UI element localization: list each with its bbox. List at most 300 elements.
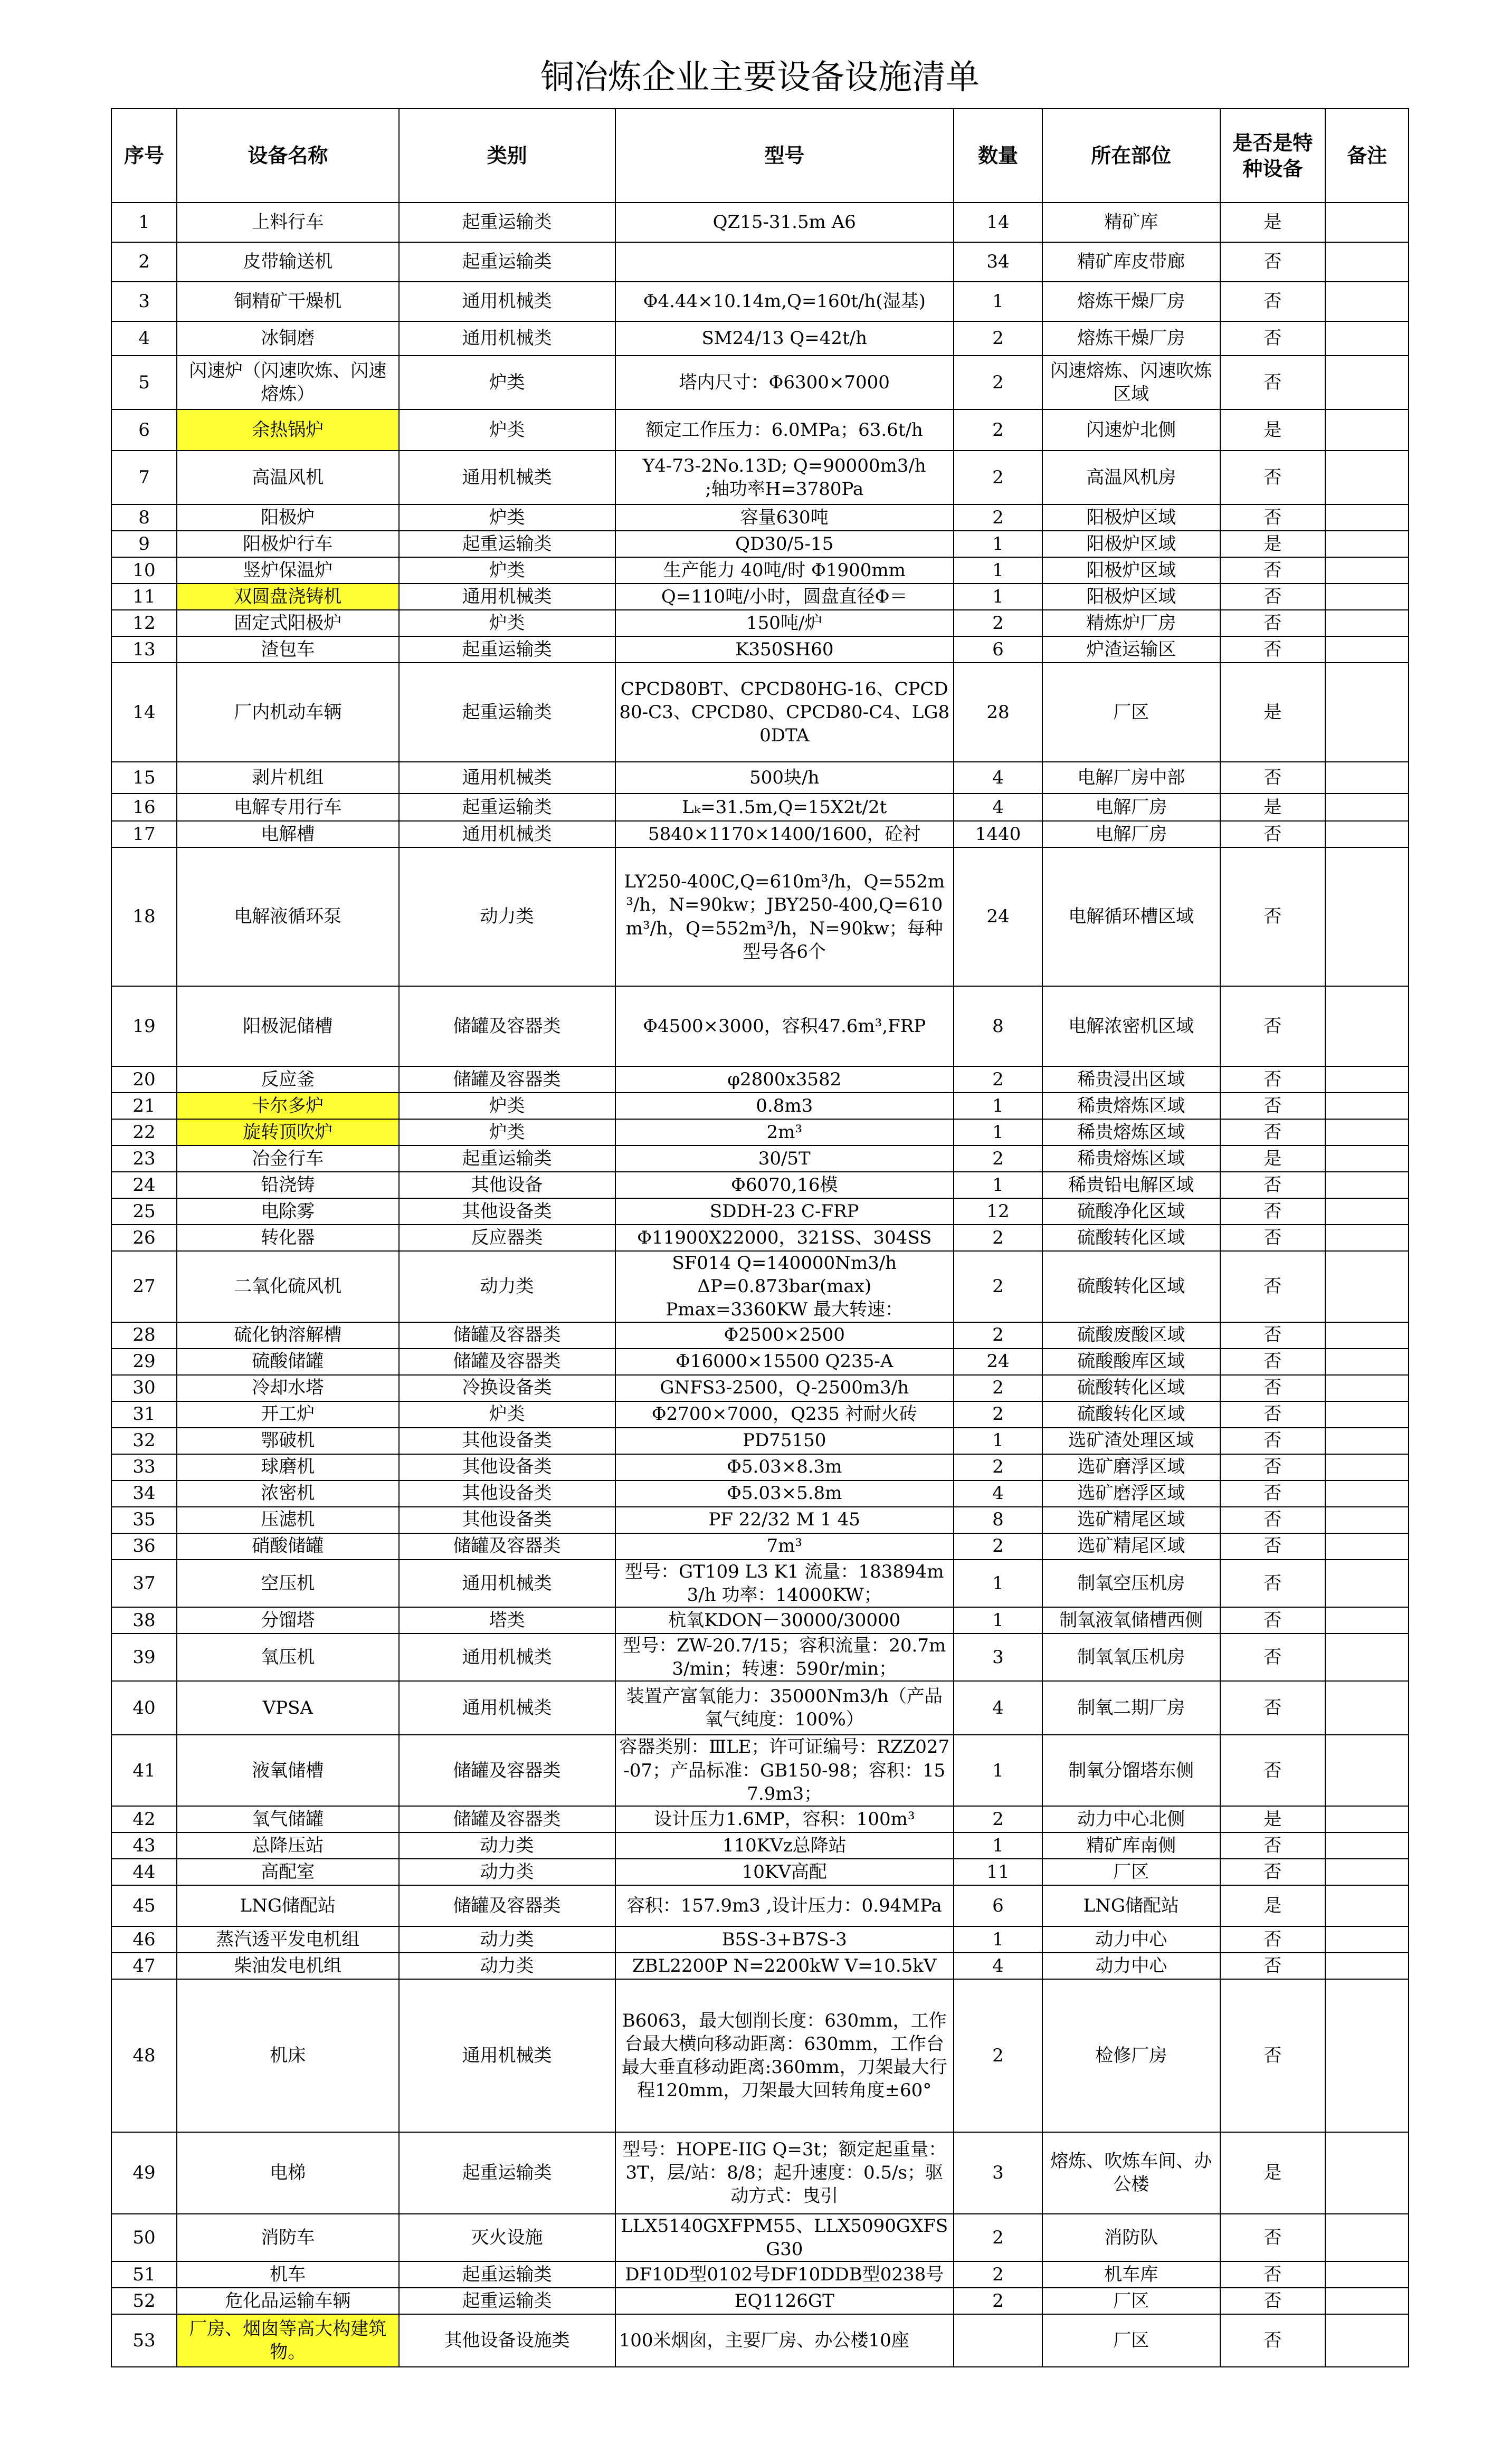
model-spec: 500块/h [615,762,954,794]
model-spec: Y4-73-2No.13D; Q=90000m3/h ;轴功率H=3780Pa [615,451,954,504]
table-row [111,1349,1409,1375]
model-spec: Lₖ=31.5m,Q=15X2t/2t [615,794,954,821]
category: 储罐及容器类 [399,1533,615,1560]
category: 储罐及容器类 [399,986,615,1066]
location: 硫酸废酸区域 [1042,1322,1220,1349]
remark [1325,1681,1409,1735]
equipment-name: 厂房、烟囱等高大构建筑物。 [177,2314,399,2367]
location: 阳极炉区域 [1042,557,1220,584]
special-equipment-flag: 否 [1220,1093,1326,1119]
special-equipment-flag: 否 [1220,1926,1326,1953]
remark [1325,1885,1409,1926]
model-spec: Φ2700×7000，Q235 衬耐火砖 [615,1401,954,1428]
remark [1325,847,1409,986]
category: 炉类 [399,356,615,409]
location: 硫酸酸库区域 [1042,1349,1220,1375]
row-number: 47 [111,1953,177,1979]
row-number: 15 [111,762,177,794]
category: 起重运输类 [399,636,615,663]
location: 制氧液氧储槽西侧 [1042,1607,1220,1634]
equipment-name: 皮带输送机 [177,242,399,282]
row-number: 43 [111,1832,177,1859]
remark [1325,1251,1409,1322]
category: 炉类 [399,610,615,636]
quantity: 1 [954,282,1042,321]
table-row [111,1225,1409,1251]
remark [1325,1533,1409,1560]
special-equipment-flag: 否 [1220,1481,1326,1507]
category: 炉类 [399,1093,615,1119]
location: 阳极炉区域 [1042,584,1220,610]
table-row [111,1681,1409,1735]
equipment-name: 压滤机 [177,1507,399,1533]
row-number: 33 [111,1454,177,1481]
row-number: 31 [111,1401,177,1428]
quantity: 4 [954,1681,1042,1735]
special-equipment-flag: 否 [1220,1349,1326,1375]
special-equipment-flag: 否 [1220,242,1326,282]
quantity: 2 [954,504,1042,531]
row-number: 37 [111,1560,177,1607]
row-number: 44 [111,1859,177,1885]
equipment-name: 氧压机 [177,1634,399,1681]
quantity: 2 [954,1533,1042,1560]
table-row [111,762,1409,794]
table-row [111,1979,1409,2132]
category: 其他设备类 [399,1428,615,1454]
location: 稀贵熔炼区域 [1042,1119,1220,1145]
location: 硫酸净化区域 [1042,1198,1220,1225]
equipment-name: 消防车 [177,2214,399,2261]
special-equipment-flag: 否 [1220,1375,1326,1401]
equipment-name: 硝酸储罐 [177,1533,399,1560]
category: 通用机械类 [399,451,615,504]
special-equipment-flag: 否 [1220,762,1326,794]
model-spec: 100米烟囱，主要厂房、办公楼10座 [615,2314,954,2367]
row-number: 11 [111,584,177,610]
category: 动力类 [399,1859,615,1885]
remark [1325,1735,1409,1806]
model-spec: Φ6070,16模 [615,1172,954,1198]
column-header: 型号 [615,109,954,203]
remark [1325,1806,1409,1832]
equipment-name: 固定式阳极炉 [177,610,399,636]
row-number: 30 [111,1375,177,1401]
remark [1325,451,1409,504]
category: 通用机械类 [399,321,615,356]
row-number: 53 [111,2314,177,2367]
table-row [111,1322,1409,1349]
remark [1325,242,1409,282]
category: 炉类 [399,557,615,584]
remark [1325,1401,1409,1428]
remark [1325,2261,1409,2288]
table-row [111,1375,1409,1401]
location: 电解浓密机区域 [1042,986,1220,1066]
quantity: 4 [954,794,1042,821]
quantity: 1 [954,1560,1042,1607]
category: 起重运输类 [399,2132,615,2214]
equipment-name: 电梯 [177,2132,399,2214]
row-number: 14 [111,663,177,762]
location: 稀贵浸出区域 [1042,1066,1220,1093]
location: 厂区 [1042,2314,1220,2367]
equipment-name: 机车 [177,2261,399,2288]
remark [1325,762,1409,794]
table-row [111,1735,1409,1806]
equipment-name: 上料行车 [177,203,399,242]
table-row [111,794,1409,821]
location: 消防队 [1042,2214,1220,2261]
category: 通用机械类 [399,584,615,610]
category: 储罐及容器类 [399,1885,615,1926]
table-row [111,1832,1409,1859]
equipment-name: 厂内机动车辆 [177,663,399,762]
quantity: 3 [954,1634,1042,1681]
table-row [111,986,1409,1066]
special-equipment-flag: 否 [1220,557,1326,584]
row-number: 1 [111,203,177,242]
column-header: 类别 [399,109,615,203]
table-row [111,1454,1409,1481]
special-equipment-flag: 否 [1220,847,1326,986]
row-number: 13 [111,636,177,663]
equipment-name: 硫化钠溶解槽 [177,1322,399,1349]
row-number: 51 [111,2261,177,2288]
location: 检修厂房 [1042,1979,1220,2132]
category: 起重运输类 [399,794,615,821]
location: 选矿渣处理区域 [1042,1428,1220,1454]
special-equipment-flag: 否 [1220,2214,1326,2261]
equipment-name: 总降压站 [177,1832,399,1859]
equipment-name: 柴油发电机组 [177,1953,399,1979]
remark [1325,610,1409,636]
quantity: 11 [954,1859,1042,1885]
row-number: 22 [111,1119,177,1145]
location: 稀贵熔炼区域 [1042,1145,1220,1172]
location: 阳极炉区域 [1042,504,1220,531]
equipment-name: 冶金行车 [177,1145,399,1172]
row-number: 19 [111,986,177,1066]
special-equipment-flag: 否 [1220,986,1326,1066]
special-equipment-flag: 是 [1220,794,1326,821]
model-spec: Q=110吨/小时，圆盘直径Φ＝ [615,584,954,610]
location: 选矿磨浮区域 [1042,1481,1220,1507]
table-row [111,1145,1409,1172]
quantity: 1 [954,1428,1042,1454]
table-row [111,1507,1409,1533]
quantity: 2 [954,1225,1042,1251]
table-row [111,1428,1409,1454]
category: 动力类 [399,1832,615,1859]
page-title: 铜冶炼企业主要设备设施清单 [540,58,980,97]
special-equipment-flag: 否 [1220,356,1326,409]
quantity: 1440 [954,821,1042,847]
remark [1325,1859,1409,1885]
table-row [111,2132,1409,2214]
model-spec: 5840×1170×1400/1600，砼衬 [615,821,954,847]
equipment-name: LNG储配站 [177,1885,399,1926]
category: 炉类 [399,1401,615,1428]
table-row [111,356,1409,409]
remark [1325,1198,1409,1225]
table-row [111,409,1409,451]
quantity: 2 [954,1251,1042,1322]
equipment-name: 高温风机 [177,451,399,504]
category: 通用机械类 [399,1634,615,1681]
location: 稀贵铅电解区域 [1042,1172,1220,1198]
quantity: 6 [954,636,1042,663]
special-equipment-flag: 否 [1220,1428,1326,1454]
table-row [111,531,1409,557]
special-equipment-flag: 否 [1220,1735,1326,1806]
quantity: 1 [954,557,1042,584]
quantity: 6 [954,1885,1042,1926]
special-equipment-flag: 否 [1220,321,1326,356]
model-spec: Φ5.03×5.8m [615,1481,954,1507]
table-row [111,1885,1409,1926]
special-equipment-flag: 否 [1220,1401,1326,1428]
category: 通用机械类 [399,282,615,321]
location: 选矿精尾区域 [1042,1533,1220,1560]
category: 塔类 [399,1607,615,1634]
row-number: 16 [111,794,177,821]
equipment-name: 液氧储槽 [177,1735,399,1806]
remark [1325,1349,1409,1375]
special-equipment-flag: 否 [1220,2288,1326,2314]
equipment-name: 高配室 [177,1859,399,1885]
equipment-name: 冰铜磨 [177,321,399,356]
model-spec: Φ4.44×10.14m,Q=160t/h(湿基) [615,282,954,321]
quantity: 1 [954,584,1042,610]
model-spec: QD30/5-15 [615,531,954,557]
remark [1325,1926,1409,1953]
quantity: 4 [954,1481,1042,1507]
category: 炉类 [399,504,615,531]
special-equipment-flag: 否 [1220,1560,1326,1607]
category: 灭火设施 [399,2214,615,2261]
category: 起重运输类 [399,2261,615,2288]
category: 其他设备类 [399,1507,615,1533]
table-row [111,1481,1409,1507]
quantity: 4 [954,1953,1042,1979]
location: 精矿库皮带廊 [1042,242,1220,282]
equipment-name: 旋转顶吹炉 [177,1119,399,1145]
remark [1325,1119,1409,1145]
model-spec [615,242,954,282]
location: 闪速熔炼、闪速吹炼区域 [1042,356,1220,409]
model-spec: 7m³ [615,1533,954,1560]
table-row [111,2288,1409,2314]
row-number: 42 [111,1806,177,1832]
row-number: 20 [111,1066,177,1093]
row-number: 3 [111,282,177,321]
remark [1325,1953,1409,1979]
special-equipment-flag: 否 [1220,1953,1326,1979]
table-row [111,1093,1409,1119]
table-row [111,242,1409,282]
row-number: 28 [111,1322,177,1349]
model-spec: EQ1126GT [615,2288,954,2314]
quantity: 1 [954,1926,1042,1953]
model-spec: B6063，最大刨削长度：630mm，工作台最大横向移动距离：630mm，工作台最大垂直移动距离:360mm，刀架最大行程120mm，刀架最大回转角度±60° [615,1979,954,2132]
model-spec: 型号：ZW-20.7/15；容积流量：20.7m3/min；转速：590r/min； [615,1634,954,1681]
remark [1325,1454,1409,1481]
header-row [111,109,1409,203]
model-spec: 2m³ [615,1119,954,1145]
category: 其他设备设施类 [399,2314,615,2367]
location: 硫酸转化区域 [1042,1251,1220,1322]
remark [1325,986,1409,1066]
row-number: 49 [111,2132,177,2214]
location: 选矿精尾区域 [1042,1507,1220,1533]
remark [1325,821,1409,847]
special-equipment-flag: 否 [1220,451,1326,504]
row-number: 2 [111,242,177,282]
table-row [111,2314,1409,2367]
location: 动力中心北侧 [1042,1806,1220,1832]
special-equipment-flag: 否 [1220,282,1326,321]
table-row [111,584,1409,610]
model-spec: 型号：GT109 L3 K1 流量：183894m3/h 功率：14000KW； [615,1560,954,1607]
location: 制氧分馏塔东侧 [1042,1735,1220,1806]
special-equipment-flag: 否 [1220,1634,1326,1681]
equipment-name: 铜精矿干燥机 [177,282,399,321]
category: 储罐及容器类 [399,1066,615,1093]
quantity: 1 [954,1172,1042,1198]
remark [1325,409,1409,451]
row-number: 50 [111,2214,177,2261]
model-spec: QZ15-31.5m A6 [615,203,954,242]
category: 其他设备类 [399,1454,615,1481]
quantity: 2 [954,1454,1042,1481]
location: 高温风机房 [1042,451,1220,504]
remark [1325,1507,1409,1533]
table-row [111,557,1409,584]
location: 厂区 [1042,2288,1220,2314]
location: 制氧氧压机房 [1042,1634,1220,1681]
quantity: 12 [954,1198,1042,1225]
equipment-name: 电解专用行车 [177,794,399,821]
equipment-name: 蒸汽透平发电机组 [177,1926,399,1953]
remark [1325,1979,1409,2132]
category: 储罐及容器类 [399,1322,615,1349]
model-spec: Φ5.03×8.3m [615,1454,954,1481]
row-number: 23 [111,1145,177,1172]
location: 厂区 [1042,663,1220,762]
remark [1325,1093,1409,1119]
row-number: 25 [111,1198,177,1225]
location: 电解厂房中部 [1042,762,1220,794]
remark [1325,1560,1409,1607]
remark [1325,321,1409,356]
location: 机车库 [1042,2261,1220,2288]
model-spec: 装置产富氧能力：35000Nm3/h（产品氧气纯度：100%） [615,1681,954,1735]
table-row [111,821,1409,847]
model-spec: 杭氧KDON－30000/30000 [615,1607,954,1634]
location: LNG储配站 [1042,1885,1220,1926]
table-row [111,847,1409,986]
special-equipment-flag: 否 [1220,584,1326,610]
remark [1325,794,1409,821]
remark [1325,2314,1409,2367]
special-equipment-flag: 否 [1220,610,1326,636]
quantity: 1 [954,1735,1042,1806]
model-spec: LY250-400C,Q=610m³/h，Q=552m³/h，N=90kw；JBY250-400,Q=610m³/h，Q=552m³/h，N=90kw；每种型号各6个 [615,847,954,986]
table-row [111,1533,1409,1560]
location: 动力中心 [1042,1953,1220,1979]
location: 硫酸转化区域 [1042,1375,1220,1401]
category: 起重运输类 [399,2288,615,2314]
quantity: 2 [954,409,1042,451]
category: 储罐及容器类 [399,1735,615,1806]
location: 精矿库 [1042,203,1220,242]
location: 电解循环槽区域 [1042,847,1220,986]
special-equipment-flag: 否 [1220,1119,1326,1145]
category: 动力类 [399,1251,615,1322]
model-spec: DF10D型0102号DF10DDB型0238号 [615,2261,954,2288]
equipment-name: 转化器 [177,1225,399,1251]
model-spec: SF014 Q=140000Nm3/h ΔP=0.873bar(max) Pmax=3360KW 最大转速： [615,1251,954,1322]
equipment-name: 电解液循环泵 [177,847,399,986]
category: 储罐及容器类 [399,1349,615,1375]
special-equipment-flag: 是 [1220,663,1326,762]
table-row [111,1172,1409,1198]
model-spec: 容量630吨 [615,504,954,531]
model-spec: SDDH-23 C-FRP [615,1198,954,1225]
location: 硫酸转化区域 [1042,1225,1220,1251]
special-equipment-flag: 否 [1220,1172,1326,1198]
equipment-name: 电除雾 [177,1198,399,1225]
remark [1325,356,1409,409]
model-spec: PD75150 [615,1428,954,1454]
quantity: 2 [954,2261,1042,2288]
model-spec: 110KVz总降站 [615,1832,954,1859]
location: 选矿磨浮区域 [1042,1454,1220,1481]
equipment-name: 渣包车 [177,636,399,663]
equipment-name: 阳极泥储槽 [177,986,399,1066]
location: 精矿库南侧 [1042,1832,1220,1859]
table-row [111,2261,1409,2288]
quantity: 8 [954,1507,1042,1533]
location: 制氧二期厂房 [1042,1681,1220,1735]
row-number: 21 [111,1093,177,1119]
model-spec: 塔内尺寸：Φ6300×7000 [615,356,954,409]
remark [1325,1145,1409,1172]
category: 储罐及容器类 [399,1806,615,1832]
equipment-name: 铅浇铸 [177,1172,399,1198]
table-row [111,504,1409,531]
model-spec: GNFS3-2500，Q-2500m3/h [615,1375,954,1401]
table-row [111,1859,1409,1885]
table-row [111,636,1409,663]
quantity: 34 [954,242,1042,282]
remark [1325,282,1409,321]
equipment-name: 电解槽 [177,821,399,847]
equipment-name: 冷却水塔 [177,1375,399,1401]
equipment-name: 球磨机 [177,1454,399,1481]
special-equipment-flag: 否 [1220,1454,1326,1481]
row-number: 52 [111,2288,177,2314]
equipment-name: 阳极炉 [177,504,399,531]
quantity: 2 [954,1401,1042,1428]
equipment-name: 双圆盘浇铸机 [177,584,399,610]
remark [1325,504,1409,531]
remark [1325,1066,1409,1093]
special-equipment-flag: 否 [1220,636,1326,663]
quantity: 1 [954,1832,1042,1859]
special-equipment-flag: 否 [1220,1322,1326,1349]
